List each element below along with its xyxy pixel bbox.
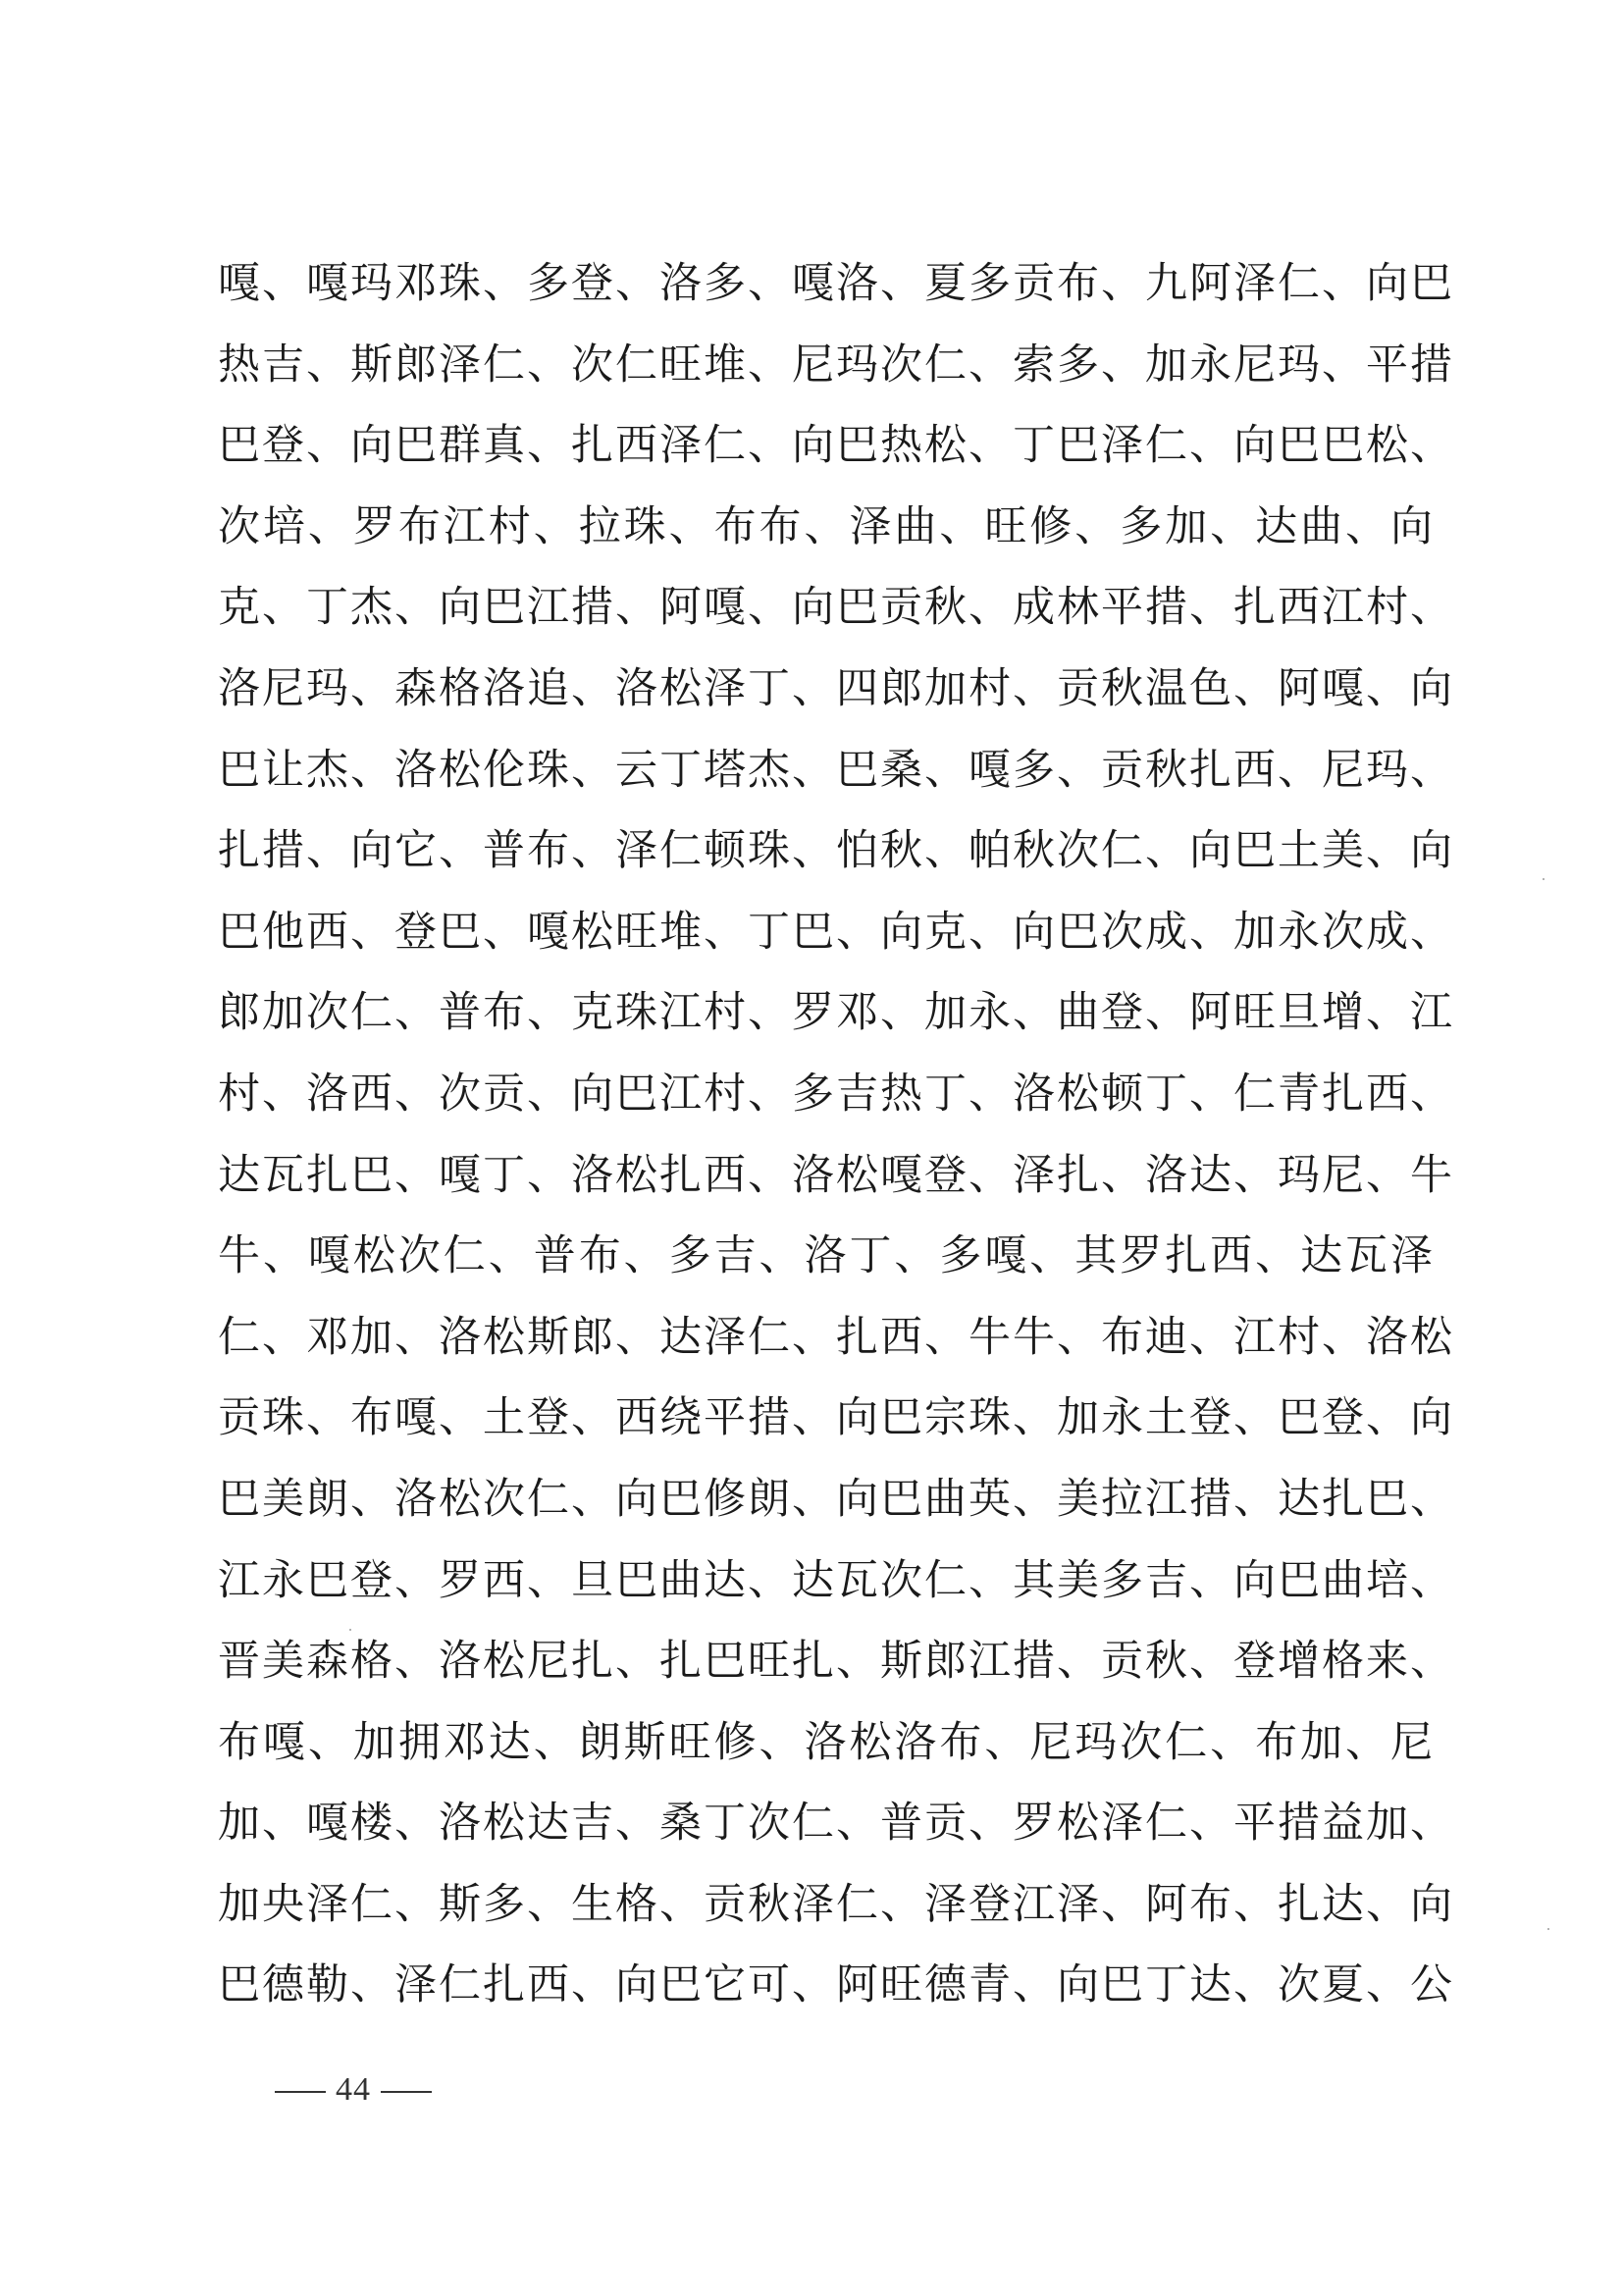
scan-speck xyxy=(1547,1928,1549,1930)
text-line: 巴他西、登巴、嘎松旺堆、丁巴、向克、向巴次成、加永次成、 xyxy=(218,907,1454,957)
text-line: 贡珠、布嘎、土登、西绕平措、向巴宗珠、加永土登、巴登、向 xyxy=(218,1393,1454,1443)
text-line: 热吉、斯郎泽仁、次仁旺堆、尼玛次仁、索多、加永尼玛、平措 xyxy=(218,339,1454,390)
text-line: 晋美森格、洛松尼扎、扎巴旺扎、斯郎江措、贡秋、登增格来、 xyxy=(218,1637,1454,1687)
text-line: 巴登、向巴群真、扎西泽仁、向巴热松、丁巴泽仁、向巴巴松、 xyxy=(218,421,1454,471)
text-line: 次培、罗布江村、拉珠、布布、泽曲、旺修、多加、达曲、向 xyxy=(218,501,1435,551)
text-line: 村、洛西、次贡、向巴江村、多吉热丁、洛松顿丁、仁青扎西、 xyxy=(218,1069,1454,1119)
page-number xyxy=(265,2070,442,2110)
scan-speck xyxy=(1543,878,1544,880)
text-line: 克、丁杰、向巴江措、阿嘎、向巴贡秋、成林平措、扎西江村、 xyxy=(218,583,1454,633)
text-line: 郎加次仁、普布、克珠江村、罗邓、加永、曲登、阿旺旦增、江 xyxy=(218,988,1454,1038)
text-line: 巴德勒、泽仁扎西、向巴它可、阿旺德青、向巴丁达、次夏、公 xyxy=(218,1960,1454,2010)
text-line: 加央泽仁、斯多、生格、贡秋泽仁、泽登江泽、阿布、扎达、向 xyxy=(218,1879,1454,1929)
text-line: 江永巴登、罗西、旦巴曲达、达瓦次仁、其美多吉、向巴曲培、 xyxy=(218,1555,1454,1605)
page-number-value: 44 xyxy=(336,2071,371,2108)
name-list-body xyxy=(218,243,1454,2026)
left-dash xyxy=(275,2091,326,2093)
text-line: 仁、邓加、洛松斯郎、达泽仁、扎西、牛牛、布迪、江村、洛松 xyxy=(218,1312,1454,1362)
text-line: 巴美朗、洛松次仁、向巴修朗、向巴曲英、美拉江措、达扎巴、 xyxy=(218,1474,1454,1524)
scan-speck xyxy=(349,1629,351,1631)
text-line: 达瓦扎巴、嘎丁、洛松扎西、洛松嘎登、泽扎、洛达、玛尼、牛 xyxy=(218,1150,1454,1200)
text-line: 洛尼玛、森格洛追、洛松泽丁、四郎加村、贡秋温色、阿嘎、向 xyxy=(218,663,1454,713)
right-dash xyxy=(381,2091,432,2093)
text-line: 加、嘎楼、洛松达吉、桑丁次仁、普贡、罗松泽仁、平措益加、 xyxy=(218,1799,1454,1849)
text-line: 嘎、嘎玛邓珠、多登、洛多、嘎洛、夏多贡布、九阿泽仁、向巴 xyxy=(218,259,1454,308)
text-line: 牛、嘎松次仁、普布、多吉、洛丁、多嘎、其罗扎西、达瓦泽 xyxy=(218,1231,1435,1281)
text-line: 扎措、向它、普布、泽仁顿珠、怕秋、帕秋次仁、向巴土美、向 xyxy=(218,826,1454,876)
text-line: 布嘎、加拥邓达、朗斯旺修、洛松洛布、尼玛次仁、布加、尼 xyxy=(218,1717,1435,1767)
text-line: 巴让杰、洛松伦珠、云丁塔杰、巴桑、嘎多、贡秋扎西、尼玛、 xyxy=(218,745,1454,795)
